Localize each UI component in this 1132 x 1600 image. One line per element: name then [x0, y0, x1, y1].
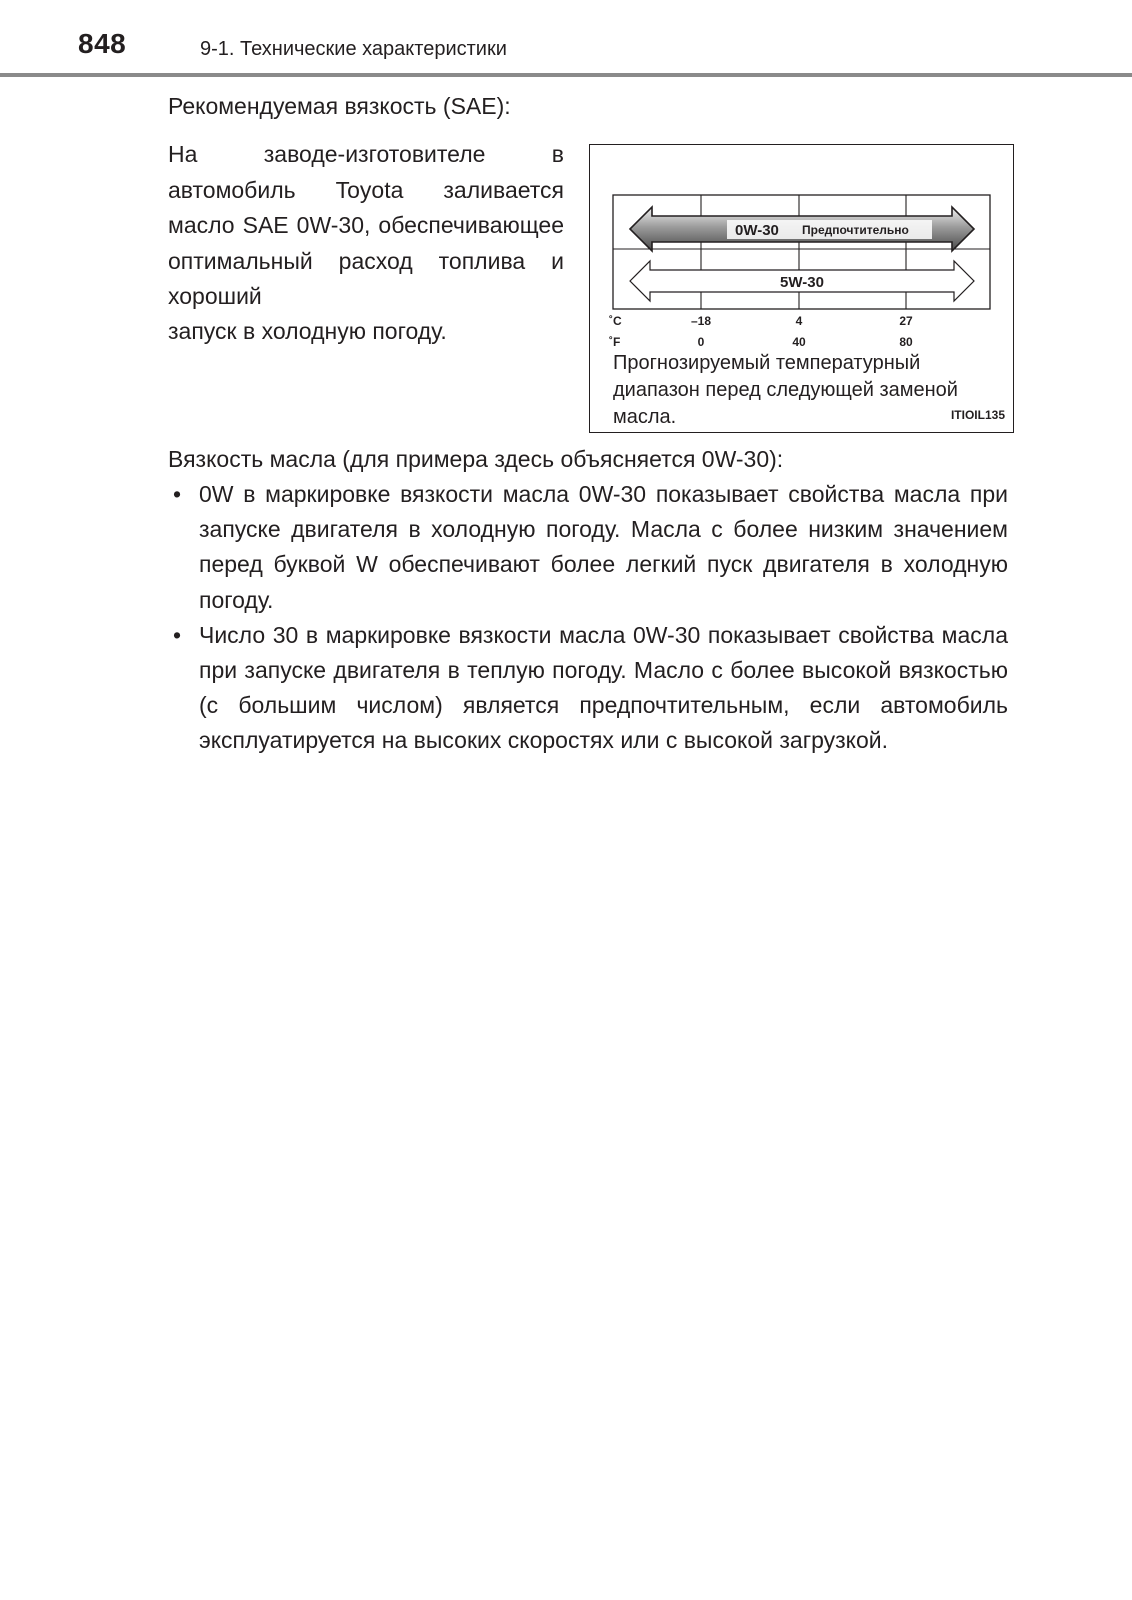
bullet-dot: •	[173, 481, 182, 507]
bullet-text-0w: 0W в маркировке вязкости масла 0W-30 показывает свойства масла при запуске двигателя в холодную погоду. Масла с более низким значением перед буквой W обеспечивают более легкий пуск двигателя в холодную погоду.	[199, 481, 1008, 613]
label-0w30: 0W-30	[735, 222, 779, 239]
section-title: 9-1. Технические характеристики	[200, 38, 507, 60]
bullet-text-30: Число 30 в маркировке вязкости масла 0W-30 показывает свойства масла при запуске двигателя в теплую погоду. Масло с более высокой вязкостью (с большим числом) является предпочтительным, если автомобиль эксплуатируется на высоких скоростях или с высокой загрузкой.	[199, 621, 1008, 754]
bullet-item-30	[168, 618, 1008, 759]
label-5w30: 5W-30	[780, 274, 824, 291]
explain-heading: Вязкость масла (для примера здесь объясняется 0W-30):	[168, 446, 784, 472]
tick-celsius-2: 4	[795, 314, 803, 328]
intro-paragraph: На заводе-изготовителе в автомобиль Toyota заливается масло SAE 0W-30, обеспечивающее оптимальный расход топлива и хороший	[168, 141, 564, 309]
label-preferred: Предпочтительно	[802, 223, 909, 237]
bullet-dot: •	[173, 621, 182, 648]
explanation-bullets	[168, 477, 1008, 759]
intro-paragraph-last-line: запуск в холодную погоду.	[168, 318, 447, 344]
viscosity-heading: Рекомендуемая вязкость (SAE):	[168, 93, 511, 119]
header-rule	[0, 73, 1132, 77]
figure-code: ITIOIL135	[950, 408, 1005, 422]
bullet-item-0w	[168, 477, 1008, 618]
viscosity-temperature-figure	[589, 144, 1014, 433]
figure-caption: Прогнозируемый температурный диапазон перед следующей заменой масла.	[613, 352, 958, 428]
tick-celsius-3: 27	[899, 314, 913, 328]
unit-celsius: ˚C	[609, 314, 622, 328]
page-number: 848	[78, 28, 127, 59]
tick-fahrenheit-2: 40	[792, 335, 806, 349]
tick-fahrenheit-1: 0	[697, 335, 705, 349]
unit-fahrenheit: ˚F	[609, 335, 621, 349]
tick-fahrenheit-3: 80	[899, 335, 913, 349]
tick-celsius-1: –18	[690, 314, 712, 328]
